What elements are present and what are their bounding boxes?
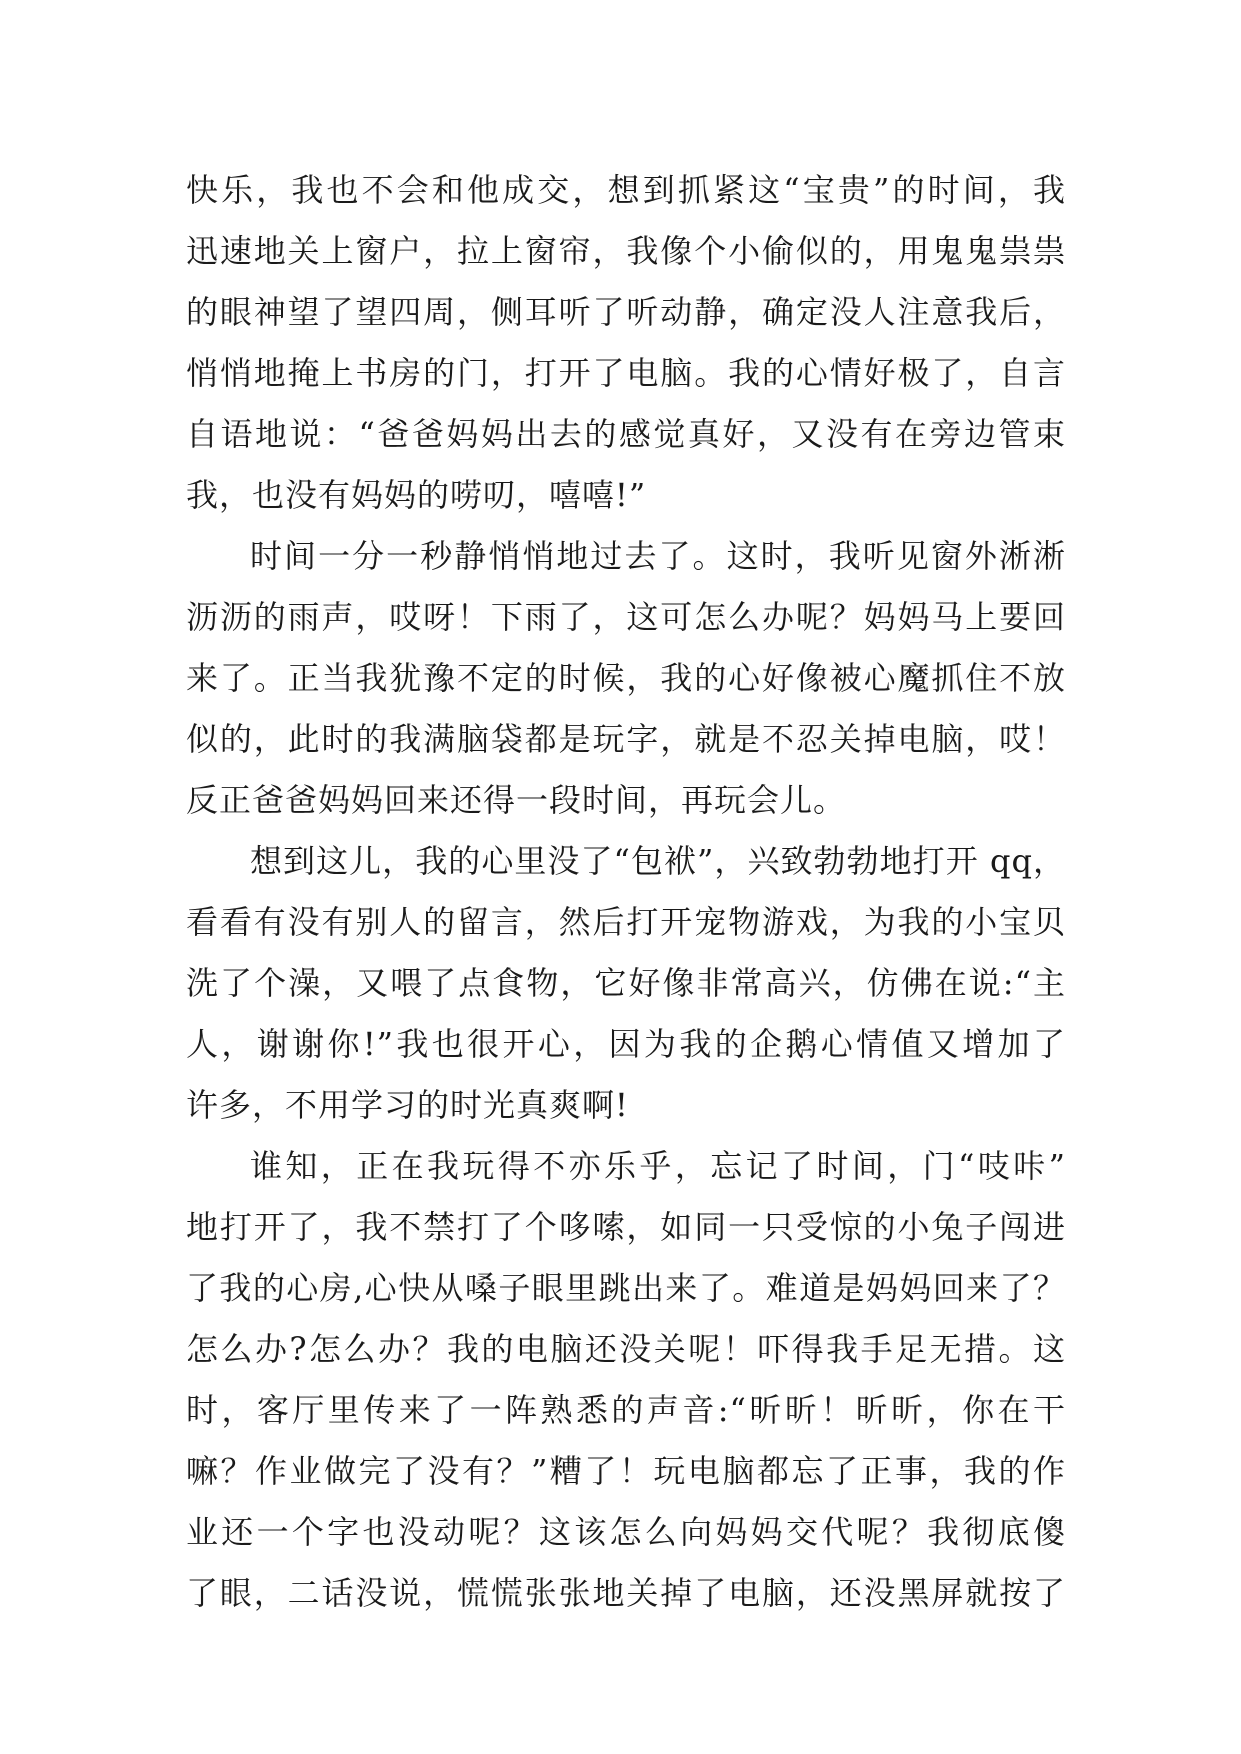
text-line: 我，也没有妈妈的唠叨，嘻嘻!” [186, 476, 647, 514]
text-line: 洗了个澡，又喂了点食物，它好像非常高兴，仿佛在说:“主 [186, 964, 1066, 1002]
text-line: 沥沥的雨声，哎呀！下雨了，这可怎么办呢？妈妈马上要回 [186, 598, 1066, 636]
text-line: 看看有没有别人的留言，然后打开宠物游戏，为我的小宝贝 [186, 903, 1066, 941]
text-line: 似的，此时的我满脑袋都是玩字，就是不忍关掉电脑，哎！ [186, 720, 1066, 758]
text-line: 地打开了，我不禁打了个哆嗦，如同一只受惊的小兔子闯进 [186, 1208, 1066, 1246]
text-line: 反正爸爸妈妈回来还得一段时间，再玩会儿。 [186, 781, 847, 819]
text-line: 怎么办?怎么办？我的电脑还没关呢！吓得我手足无措。这 [186, 1330, 1066, 1368]
text-line: 迅速地关上窗户，拉上窗帘，我像个小偷似的，用鬼鬼祟祟 [186, 232, 1066, 270]
text-line: 时间一分一秒静悄悄地过去了。这时，我听见窗外淅淅 [250, 537, 1066, 575]
text-line: 来了。正当我犹豫不定的时候，我的心好像被心魔抓住不放 [186, 659, 1066, 697]
text-line: 业还一个字也没动呢？这该怎么向妈妈交代呢？我彻底傻 [186, 1513, 1066, 1551]
text-line: 想到这儿，我的心里没了“包袱”，兴致勃勃地打开 qq， [250, 842, 1066, 880]
text-line: 许多，不用学习的时光真爽啊! [186, 1086, 629, 1124]
text-line: 嘛？作业做完了没有？”糟了！玩电脑都忘了正事，我的作 [186, 1452, 1066, 1490]
text-line: 人，谢谢你!”我也很开心，因为我的企鹅心情值又增加了 [186, 1025, 1066, 1063]
text-line: 自语地说：“爸爸妈妈出去的感觉真好，又没有在旁边管束 [186, 415, 1066, 453]
text-line: 的眼神望了望四周，侧耳听了听动静，确定没人注意我后， [186, 293, 1066, 331]
text-line: 快乐，我也不会和他成交，想到抓紧这“宝贵”的时间，我 [186, 171, 1066, 209]
text-line: 时，客厅里传来了一阵熟悉的声音:“昕昕！昕昕，你在干 [186, 1391, 1066, 1429]
text-line: 了我的心房,心快从嗓子眼里跳出来了。难道是妈妈回来了？ [186, 1269, 1066, 1307]
text-line: 悄悄地掩上书房的门，打开了电脑。我的心情好极了，自言 [186, 354, 1066, 392]
text-line: 谁知，正在我玩得不亦乐乎，忘记了时间，门“吱咔” [250, 1147, 1066, 1185]
text-line: 了眼，二话没说，慌慌张张地关掉了电脑，还没黑屏就按了 [186, 1574, 1066, 1612]
document-body [186, 160, 1066, 1624]
